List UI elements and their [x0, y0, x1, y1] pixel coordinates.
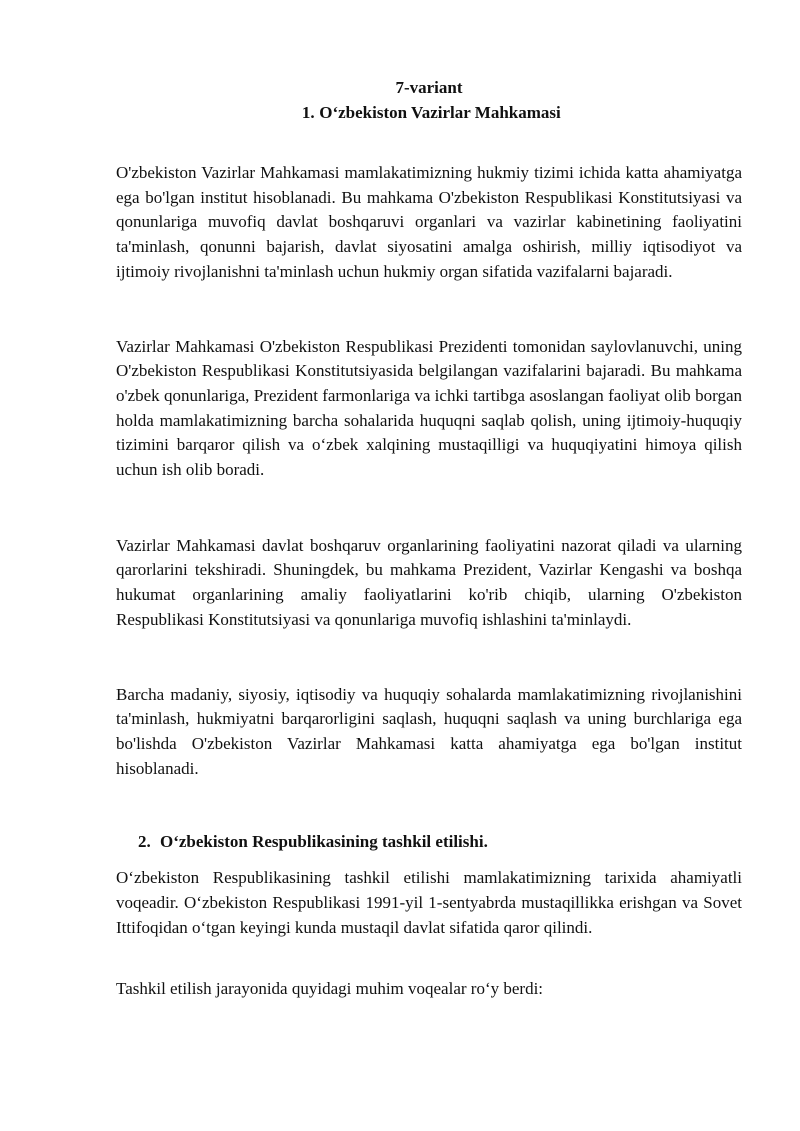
paragraph-4: Barcha madaniy, siyosiy, iqtisodiy va huquqiy sohalarda mamlakatimizning rivojlanishini ta'minlash, hukmiyatni barqarorligini saqlash, huquqni saqlash va uning burchlariga ega bo'lishda O'zbekiston Vazirlar Mahkamasi katta ahamiyatga ega bo'lgan institut hisoblanadi.: [116, 684, 742, 778]
paragraph-1: O'zbekiston Vazirlar Mahkamasi mamlakatimizning hukmiy tizimi ichida katta ahamiyatga ega bo'lgan institut hisoblanadi. Bu mahkama O'zbekiston Respublikasi Konstitutsiyasi va qonunlariga muvofiq davlat boshqaruvi organlari va vazirlar kabinetining faoliyatini ta'minlash, qonunni bajarish, davlat siyosatini amalga oshirish, milliy iqtisodiyot va ijtimoiy rivojlanishni ta'minlash uchun hukmiy organ sifatida vazifalarni bajaradi.: [116, 163, 742, 281]
paragraph-6: Tashkil etilish jarayonida quyidagi muhim voqealar ro‘y berdi:: [116, 979, 544, 999]
paragraph-2: Vazirlar Mahkamasi O'zbekiston Respublikasi Prezidenti tomonidan saylovlanuvchi, uning O'zbekiston Respublikasi Konstitutsiyasida belgilangan vazifalarini bajaradi. Bu mahkama o'zbek qonunlariga, Prezident farmonlariga va ichki tartibga asoslangan faoliyat olib borgan holda mamlakatimizning barcha sohalarida huquqni saqlab qolish, uning ijtimoiy-huquqiy tizimini barqaror qilish va o‘zbek xalqining mustaqilligi va huquqiyatini himoya qilish uchun ish olib boradi.: [116, 336, 742, 480]
section-2-number: 2.: [138, 832, 151, 852]
paragraph-5: O‘zbekiston Respublikasining tashkil etilishi mamlakatimizning tarixida ahamiyatli voqeadir. O‘zbekiston Respublikasi 1991-yil 1-sentyabrda mustaqillikka erishgan va Sovet Ittifoqidan o‘tgan keyingi kunda mustaqil davlat sifatida qaror qilindi.: [116, 868, 742, 937]
document-page: [116, 76, 742, 1002]
section-1-title-text: O‘zbekiston Vazirlar Mahkamasi: [319, 103, 561, 122]
section-1-number: 1.: [301, 103, 315, 122]
variant-heading: 7-variant: [395, 78, 463, 97]
section-2-title-text: O‘zbekiston Respublikasining tashkil etilishi.: [160, 832, 488, 852]
section-1-title: [116, 101, 742, 125]
paragraph-3: Vazirlar Mahkamasi davlat boshqaruv organlarining faoliyatini nazorat qiladi va ularning qarorlarini tekshiradi. Shuningdek, bu mahkama Prezident, Vazirlar Kengashi va boshqa hukumat organlarining amaliy faoliyatlarini ko'rib chiqib, ularning O'zbekiston Respublikasi Konstitutsiyasi va qonunlariga muvofiq ishlashini ta'minlaydi.: [116, 535, 742, 629]
section-2-title: [138, 830, 742, 854]
